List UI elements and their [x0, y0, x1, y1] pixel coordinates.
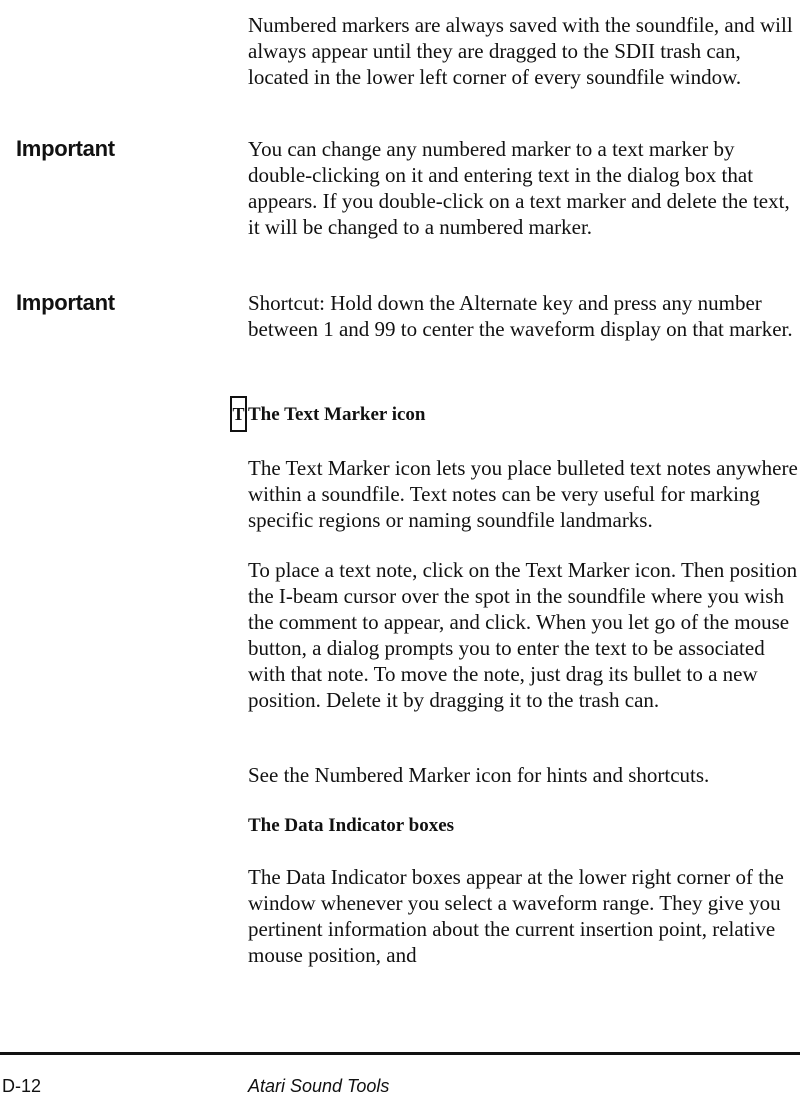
paragraph-place-text-note: To place a text note, click on the Text Marker icon. Then position the I-beam cursor over the spot in the soundfile where you wish the comment to appear, and click. When you let go of the mouse button, a dialog prompts you to enter the text to be associated with that note. To move the note, just drag its bullet to a new position. Delete it by dragging it to the trash can.: [248, 558, 798, 712]
text-marker-icon: T: [230, 396, 247, 432]
paragraph-change-to-text-marker: You can change any numbered marker to a text marker by double-clicking on it and entering text in the dialog box that appears. If you double-click on a text marker and delete the text, it will be changed to a numbered marker.: [248, 137, 790, 239]
important-label-1: Important: [16, 136, 115, 161]
paragraph-shortcut: Shortcut: Hold down the Alternate key and press any number between 1 and 99 to center the waveform display on that marker.: [248, 291, 793, 341]
paragraph-numbered-markers-saved: Numbered markers are always saved with the soundfile, and will always appear until they are dragged to the SDII trash can, located in the lower left corner of every soundfile window.: [248, 13, 793, 89]
document-title: Atari Sound Tools: [248, 1076, 390, 1096]
heading-text-marker-icon: The Text Marker icon: [248, 404, 426, 425]
paragraph-data-indicator: The Data Indicator boxes appear at the lower right corner of the window whenever you select a waveform range. They give you pertinent information about the current insertion point, relative mouse position, and: [248, 865, 784, 967]
paragraph-see-numbered-marker: See the Numbered Marker icon for hints and shortcuts.: [248, 763, 710, 787]
paragraph-text-marker-intro: The Text Marker icon lets you place bulleted text notes anywhere within a soundfile. Text notes can be very useful for marking specific regions or naming soundfile landmarks.: [248, 456, 798, 532]
important-label-2: Important: [16, 290, 115, 315]
page-number: D-12: [2, 1076, 42, 1096]
footer-rule: [0, 1052, 800, 1055]
heading-data-indicator-boxes: The Data Indicator boxes: [248, 815, 455, 836]
